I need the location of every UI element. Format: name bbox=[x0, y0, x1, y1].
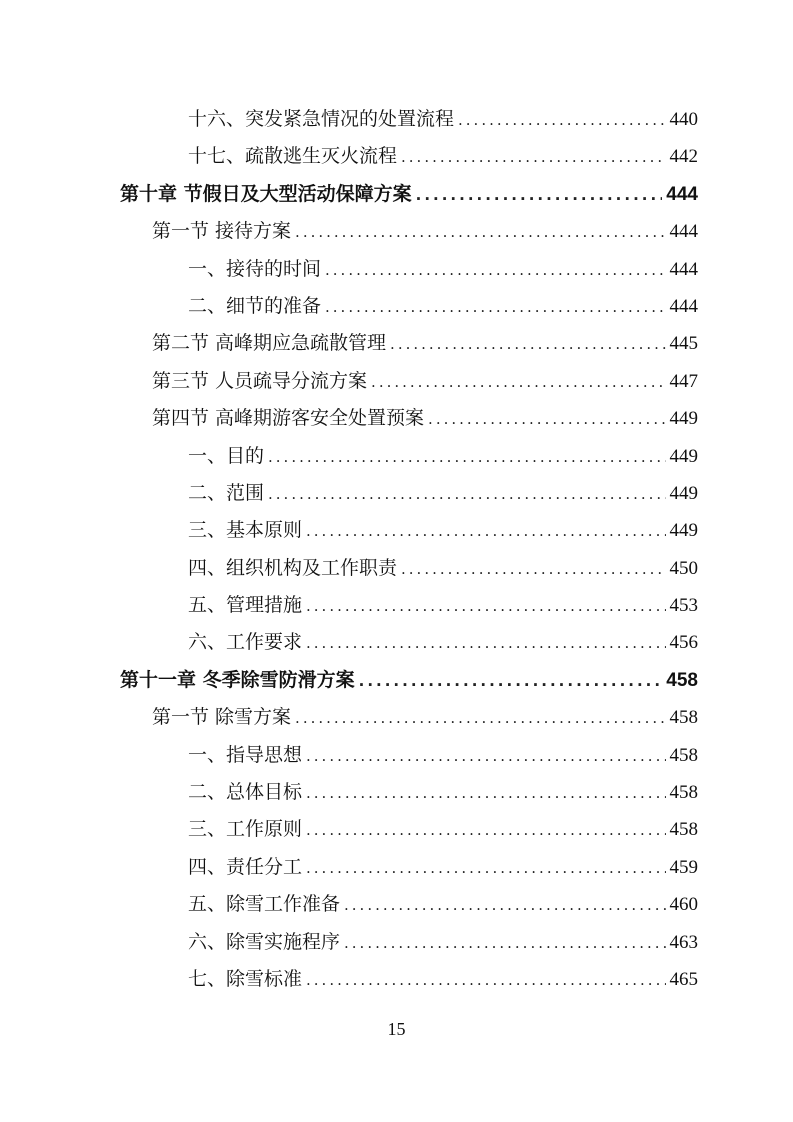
dot-leader bbox=[401, 139, 665, 176]
dot-leader bbox=[295, 214, 665, 251]
toc-entry-label: 第一节 除雪方案 bbox=[152, 706, 292, 729]
toc-entry-page: 450 bbox=[669, 557, 698, 579]
dot-leader bbox=[401, 551, 665, 588]
toc-entry-label: 第十一章 冬季除雪防滑方案 bbox=[120, 668, 355, 691]
table-of-contents bbox=[120, 101, 698, 998]
toc-entry-item[interactable] bbox=[120, 737, 698, 774]
dot-leader bbox=[306, 588, 665, 625]
toc-entry-item[interactable] bbox=[120, 624, 698, 661]
toc-entry-item[interactable] bbox=[120, 849, 698, 886]
dot-leader bbox=[359, 663, 663, 700]
toc-entry-item[interactable] bbox=[120, 512, 698, 549]
toc-entry-label: 二、范围 bbox=[188, 481, 265, 504]
dot-leader bbox=[344, 887, 665, 924]
toc-entry-section[interactable] bbox=[120, 400, 698, 437]
dot-leader bbox=[306, 850, 665, 887]
toc-entry-item[interactable] bbox=[120, 251, 698, 288]
toc-entry-page: 453 bbox=[669, 595, 698, 617]
toc-entry-label: 十七、疏散逃生灭火流程 bbox=[188, 145, 398, 168]
dot-leader bbox=[428, 401, 665, 438]
toc-entry-item[interactable] bbox=[120, 475, 698, 512]
toc-entry-item[interactable] bbox=[120, 961, 698, 998]
toc-entry-page: 449 bbox=[669, 445, 698, 467]
toc-entry-page: 463 bbox=[669, 931, 698, 953]
toc-entry-page: 449 bbox=[669, 520, 698, 542]
toc-entry-item[interactable] bbox=[120, 101, 698, 138]
dot-leader bbox=[268, 476, 665, 513]
dot-leader bbox=[295, 700, 665, 737]
toc-entry-label: 三、基本原则 bbox=[188, 519, 303, 542]
dot-leader bbox=[268, 439, 665, 476]
dot-leader bbox=[371, 364, 665, 401]
toc-entry-page: 458 bbox=[666, 669, 698, 691]
toc-entry-label: 二、细节的准备 bbox=[188, 294, 322, 317]
toc-entry-page: 444 bbox=[669, 295, 698, 317]
dot-leader bbox=[306, 513, 665, 550]
toc-entry-item[interactable] bbox=[120, 774, 698, 811]
dot-leader bbox=[306, 738, 665, 775]
toc-entry-page: 465 bbox=[669, 968, 698, 990]
toc-entry-item[interactable] bbox=[120, 886, 698, 923]
toc-entry-page: 459 bbox=[669, 856, 698, 878]
toc-entry-label: 二、总体目标 bbox=[188, 781, 303, 804]
toc-entry-label: 四、责任分工 bbox=[188, 855, 303, 878]
toc-entry-label: 第十章 节假日及大型活动保障方案 bbox=[120, 182, 412, 205]
toc-entry-page: 444 bbox=[666, 183, 698, 205]
toc-entry-item[interactable] bbox=[120, 587, 698, 624]
toc-entry-page: 458 bbox=[669, 707, 698, 729]
dot-leader bbox=[344, 925, 665, 962]
toc-entry-label: 一、接待的时间 bbox=[188, 257, 322, 280]
toc-entry-item[interactable] bbox=[120, 811, 698, 848]
toc-entry-item[interactable] bbox=[120, 288, 698, 325]
toc-entry-item[interactable] bbox=[120, 438, 698, 475]
toc-entry-label: 七、除雪标准 bbox=[188, 967, 303, 990]
toc-entry-page: 444 bbox=[669, 258, 698, 280]
toc-entry-page: 445 bbox=[669, 333, 698, 355]
toc-entry-label: 五、除雪工作准备 bbox=[188, 893, 341, 916]
toc-entry-label: 三、工作原则 bbox=[188, 818, 303, 841]
toc-entry-section[interactable] bbox=[120, 699, 698, 736]
toc-entry-section[interactable] bbox=[120, 213, 698, 250]
toc-entry-page: 440 bbox=[669, 109, 698, 130]
toc-entry-page: 458 bbox=[669, 782, 698, 804]
toc-entry-section[interactable] bbox=[120, 325, 698, 362]
toc-entry-chapter[interactable] bbox=[120, 176, 698, 213]
dot-leader bbox=[306, 962, 665, 999]
dot-leader bbox=[306, 775, 665, 812]
toc-entry-label: 第三节 人员疏导分流方案 bbox=[152, 369, 368, 392]
toc-entry-item[interactable] bbox=[120, 138, 698, 175]
dot-leader bbox=[306, 625, 665, 662]
toc-entry-label: 五、管理措施 bbox=[188, 594, 303, 617]
toc-entry-label: 十六、突发紧急情况的处置流程 bbox=[188, 108, 455, 130]
toc-entry-label: 六、除雪实施程序 bbox=[188, 930, 341, 953]
toc-entry-label: 一、指导思想 bbox=[188, 743, 303, 766]
toc-entry-section[interactable] bbox=[120, 363, 698, 400]
dot-leader bbox=[325, 289, 665, 326]
toc-entry-label: 第二节 高峰期应急疏散管理 bbox=[152, 332, 387, 355]
dot-leader bbox=[325, 252, 665, 289]
toc-entry-label: 六、工作要求 bbox=[188, 631, 303, 654]
toc-entry-label: 第一节 接待方案 bbox=[152, 220, 292, 243]
toc-entry-page: 442 bbox=[669, 146, 698, 168]
toc-entry-chapter[interactable] bbox=[120, 662, 698, 699]
toc-entry-page: 447 bbox=[669, 370, 698, 392]
dot-leader bbox=[458, 102, 665, 139]
toc-entry-page: 460 bbox=[669, 894, 698, 916]
toc-entry-page: 456 bbox=[669, 632, 698, 654]
toc-entry-label: 第四节 高峰期游客安全处置预案 bbox=[152, 407, 425, 430]
toc-entry-label: 四、组织机构及工作职责 bbox=[188, 556, 398, 579]
dot-leader bbox=[306, 812, 665, 849]
dot-leader bbox=[416, 177, 663, 214]
toc-entry-item[interactable] bbox=[120, 924, 698, 961]
toc-entry-page: 444 bbox=[669, 221, 698, 243]
toc-entry-label: 一、目的 bbox=[188, 444, 265, 467]
dot-leader bbox=[390, 326, 665, 363]
page-number: 15 bbox=[387, 1019, 406, 1039]
toc-entry-page: 458 bbox=[669, 744, 698, 766]
toc-entry-item[interactable] bbox=[120, 550, 698, 587]
toc-entry-page: 458 bbox=[669, 819, 698, 841]
toc-entry-page: 449 bbox=[669, 408, 698, 430]
toc-entry-page: 449 bbox=[669, 482, 698, 504]
